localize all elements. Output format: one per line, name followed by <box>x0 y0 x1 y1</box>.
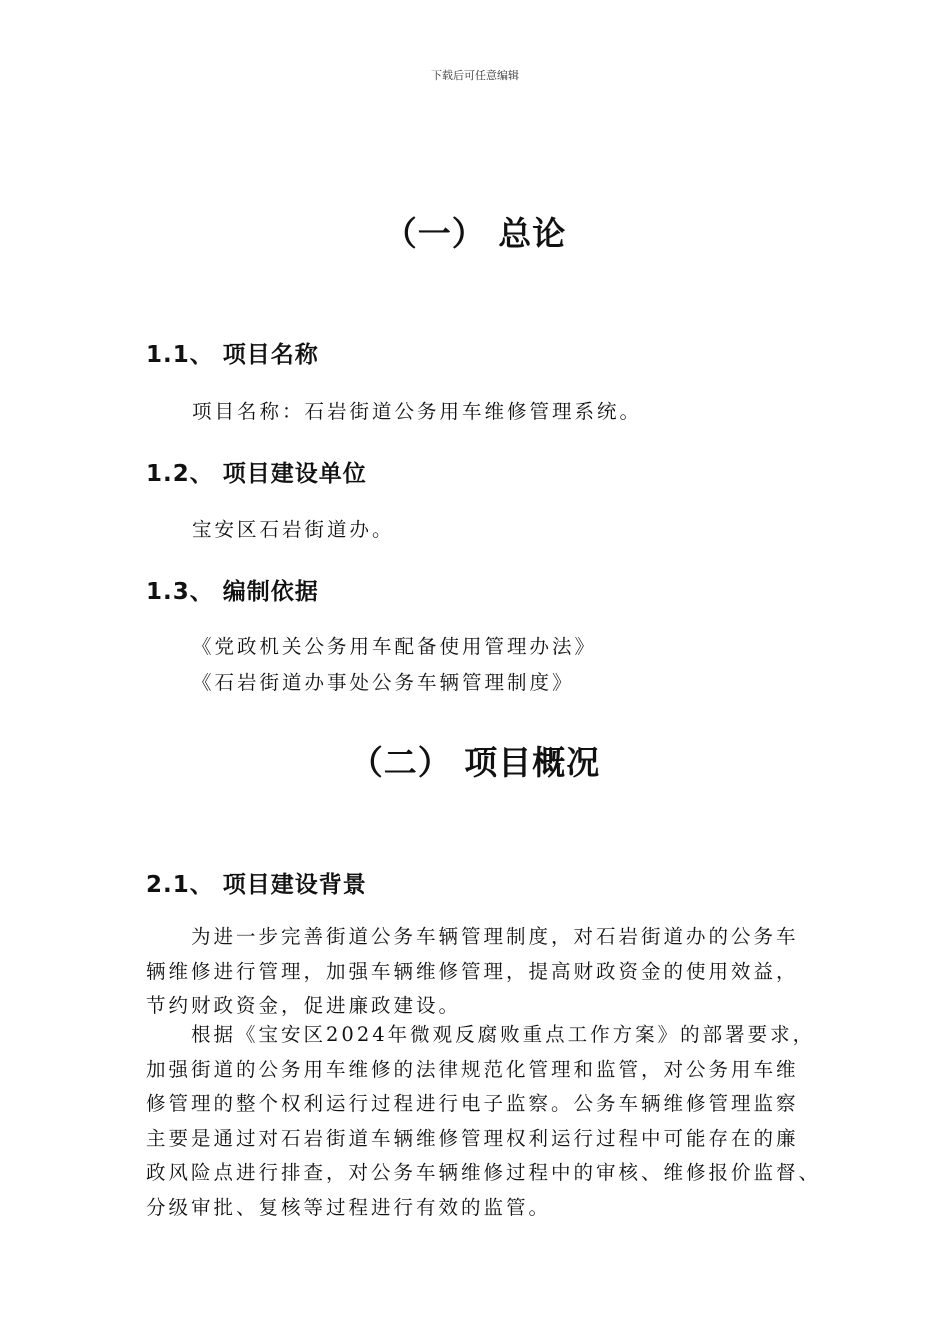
section-heading-1-1: 1.1、 项目名称 <box>146 342 319 368</box>
paragraph-line: 修管理的整个权利运行过程进行电子监察。公务车辆维修管理监察 <box>146 1092 799 1115</box>
paragraph-line: 分级审批、复核等过程进行有效的监管。 <box>146 1195 552 1219</box>
paragraph-line: 加强街道的公务用车维修的法律规范化管理和监管，对公务用车维 <box>146 1057 799 1081</box>
section-heading-2-1: 2.1、 项目建设背景 <box>146 872 367 898</box>
basis-item-2: 《石岩街道办事处公务车辆管理制度》 <box>192 671 575 694</box>
basis-item-1: 《党政机关公务用车配备使用管理办法》 <box>192 635 598 658</box>
section-heading-1-2: 1.2、 项目建设单位 <box>146 461 367 487</box>
paragraph-line: 主要是通过对石岩街道车辆维修管理权利运行过程中可能存在的廉 <box>146 1126 799 1150</box>
header-note: 下载后可任意编辑 <box>431 69 519 82</box>
paragraph-line: 为进一步完善街道公务车辆管理制度，对石岩街道办的公务车 <box>191 925 799 948</box>
background-paragraph-1 <box>146 920 836 1024</box>
paragraph-line: 根据《宝安区2024年微观反腐败重点工作方案》的部署要求， <box>191 1023 816 1046</box>
paragraph-line: 政风险点进行排查，对公务车辆维修过程中的审核、维修报价监督、 <box>146 1161 822 1184</box>
construction-unit-text: 宝安区石岩街道办。 <box>192 518 395 541</box>
paragraph-line: 辆维修进行管理，加强车辆维修管理，提高财政资金的使用效益， <box>146 959 799 983</box>
paragraph-line: 节约财政资金，促进廉政建设。 <box>146 994 462 1017</box>
chapter-title-1: （一） 总论 <box>383 214 567 253</box>
background-paragraph-2 <box>146 1018 836 1225</box>
section-heading-1-3: 1.3、 编制依据 <box>146 579 319 605</box>
chapter-title-2: （二） 项目概况 <box>349 743 601 782</box>
project-name-text: 项目名称：石岩街道公务用车维修管理系统。 <box>192 400 643 423</box>
